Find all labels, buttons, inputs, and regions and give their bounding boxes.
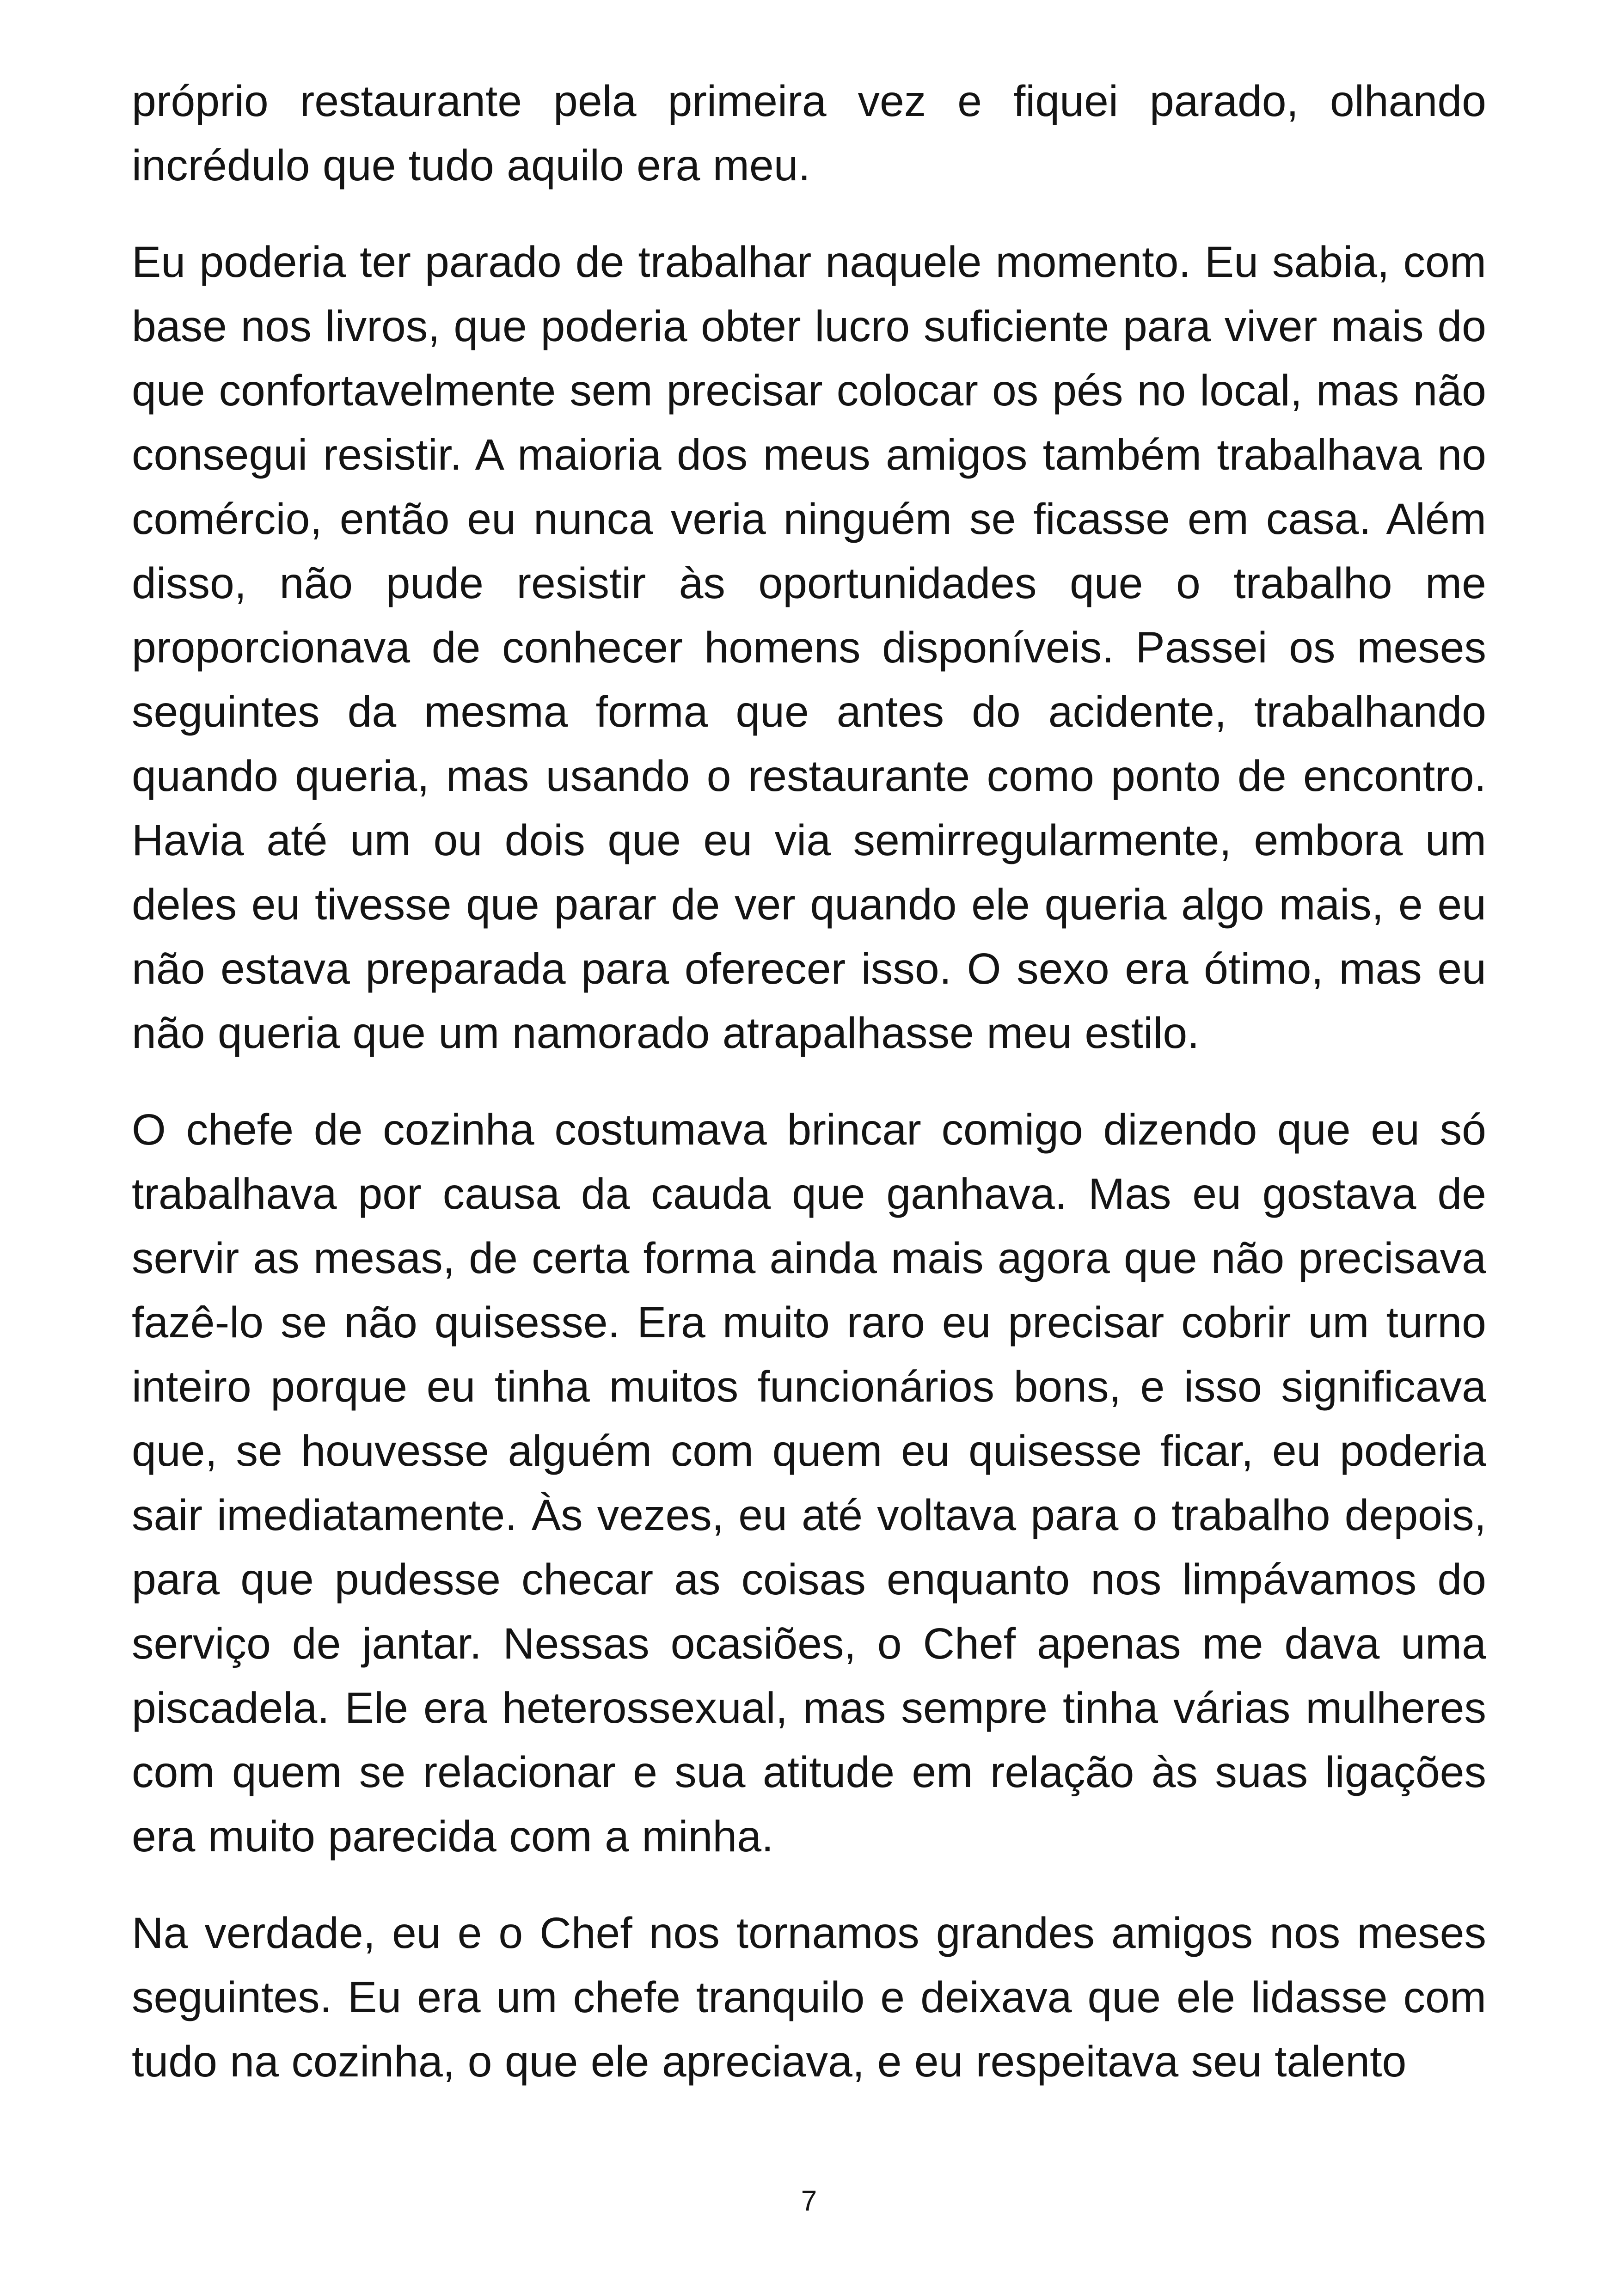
- paragraph-2: Eu poderia ter parado de trabalhar naquele momento. Eu sabia, com base nos livros, que poderia obter lucro suficiente para viver mais do que confortavelmente sem precisar colocar os pés no local, mas não consegui resistir. A maioria dos meus amigos também trabalhava no comércio, então eu nunca veria ninguém se ficasse em casa. Além disso, não pude resistir às oportunidades que o trabalho me proporcionava de conhecer homens disponíveis. Passei os meses seguintes da mesma forma que antes do acidente, trabalhando quando queria, mas usando o restaurante como ponto de encontro. Havia até um ou dois que eu via semirregularmente, embora um deles eu tivesse que parar de ver quando ele queria algo mais, e eu não estava preparada para oferecer isso. O sexo era ótimo, mas eu não queria que um namorado atrapalhasse meu estilo.: [132, 238, 1486, 1058]
- body-text: [132, 69, 1486, 2126]
- page-number: 7: [801, 2185, 817, 2217]
- paragraph-4: Na verdade, eu e o Chef nos tornamos grandes amigos nos meses seguintes. Eu era um chefe tranquilo e deixava que ele lidasse com tudo na cozinha, o que ele apreciava, e eu respeitava seu talento: [132, 1909, 1486, 2086]
- paragraph-1: próprio restaurante pela primeira vez e fiquei parado, olhando incrédulo que tudo aquilo era meu.: [132, 77, 1486, 190]
- paragraph-3: O chefe de cozinha costumava brincar comigo dizendo que eu só trabalhava por causa da cauda que ganhava. Mas eu gostava de servir as mesas, de certa forma ainda mais agora que não precisava fazê-lo se não quisesse. Era muito raro eu precisar cobrir um turno inteiro porque eu tinha muitos funcionários bons, e isso significava que, se houvesse alguém com quem eu quisesse ficar, eu poderia sair imediatamente. Às vezes, eu até voltava para o trabalho depois, para que pudesse checar as coisas enquanto nos limpávamos do serviço de jantar. Nessas ocasiões, o Chef apenas me dava uma piscadela. Ele era heterossexual, mas sempre tinha várias mulheres com quem se relacionar e sua atitude em relação às suas ligações era muito parecida com a minha.: [132, 1105, 1486, 1861]
